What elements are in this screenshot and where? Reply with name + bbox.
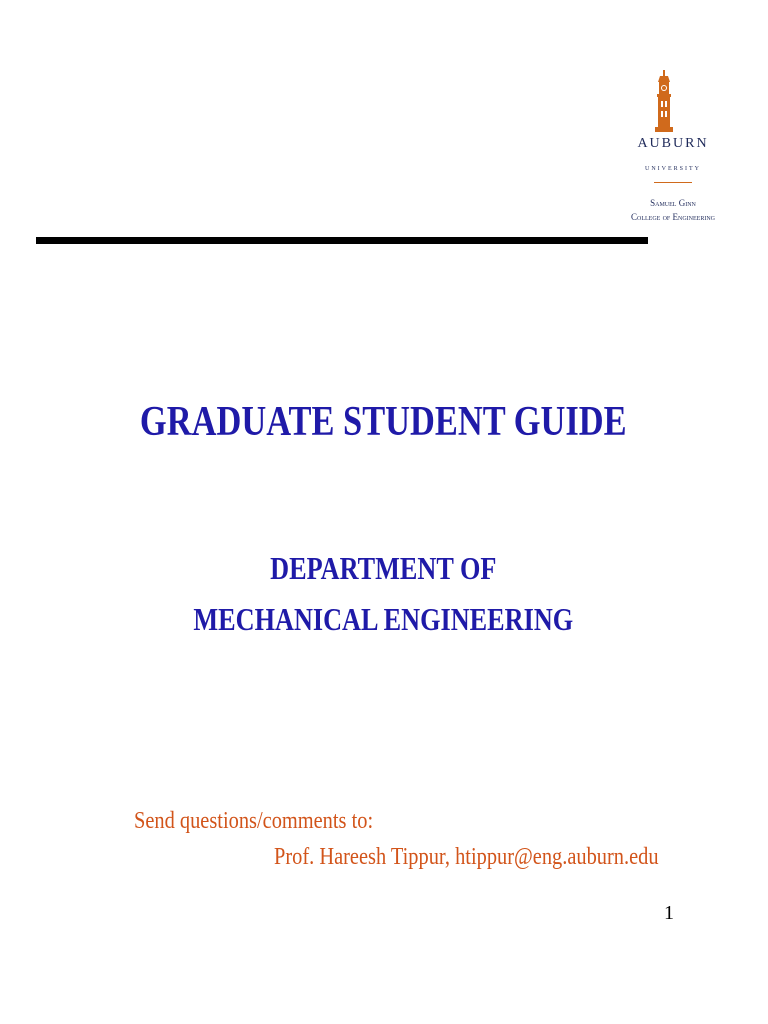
- clock-tower-icon: [652, 70, 676, 132]
- department-line1: DEPARTMENT OF: [270, 550, 497, 586]
- page-number: 1: [664, 902, 674, 924]
- contact-label: Send questions/comments to:: [134, 808, 374, 834]
- logo-college-line1: Samuel Ginn: [650, 198, 696, 208]
- document-title: GRADUATE STUDENT GUIDE: [139, 399, 627, 445]
- header-rule: [36, 237, 648, 244]
- logo-divider: [654, 182, 692, 183]
- logo-university-name: AUBURN: [637, 136, 709, 151]
- logo-college-line2: College of Engineering: [631, 212, 715, 222]
- auburn-logo: [608, 70, 738, 230]
- department-line2: MECHANICAL ENGINEERING: [193, 601, 574, 637]
- logo-university-sub: UNIVERSITY: [645, 166, 701, 172]
- contact-person: Prof. Hareesh Tippur, htippur@eng.auburn.edu: [274, 844, 659, 870]
